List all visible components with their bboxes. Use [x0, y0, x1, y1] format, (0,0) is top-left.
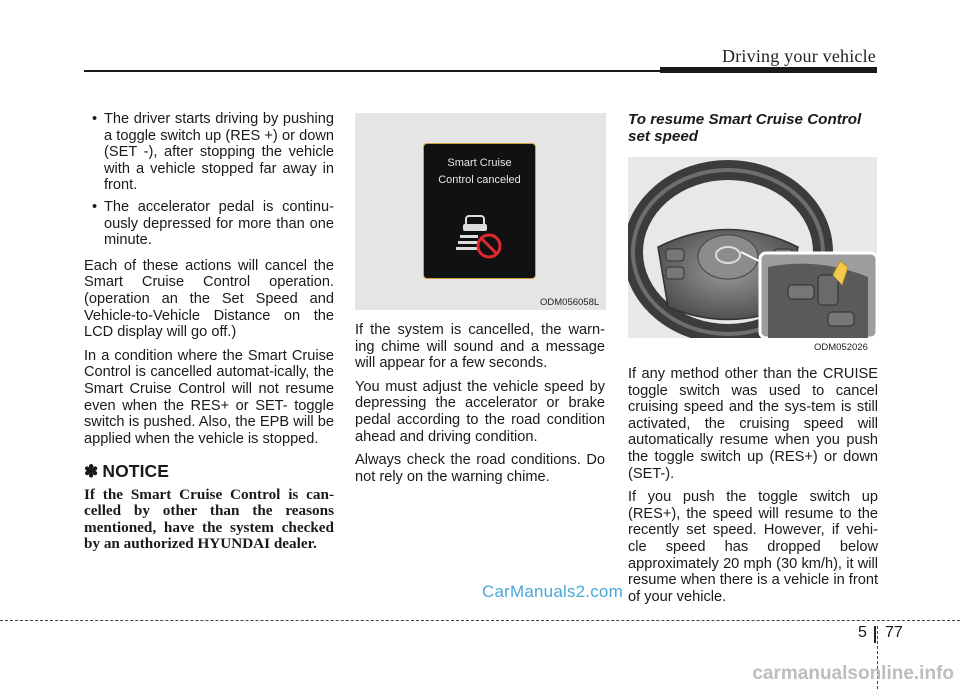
column-middle [355, 322, 605, 492]
figure-code: ODM052026 [814, 342, 868, 353]
notice-heading [84, 463, 334, 481]
paragraph: Each of these actions will cancel the Smart Cruise Control operation. (operation an the Set Speed and Vehicle-to-Vehicle Distance on the LCD display will go off.) [84, 257, 334, 341]
paragraph: You must adjust the vehicle speed by depressing the accelerator or brake pedal according to the road condition ahead and driving condition. [355, 378, 605, 445]
figure-code: ODM056058L [540, 297, 600, 308]
paragraph: If any method other than the CRUISE toggle switch was used to cancel cruising speed and the sys-tem is still activated, the cruising speed will automatically resume when you push the toggle switch up (RES+) or down (SET-). [628, 366, 878, 482]
notice-body: If the Smart Cruise Control is can-celled by other than the reasons mentioned, have the system checked by an authorized HYUNDAI dealer. [84, 485, 334, 553]
watermark-link[interactable]: CarManuals2.com [482, 582, 623, 601]
section-heading: To resume Smart Cruise Control set speed [628, 111, 862, 145]
lcd-message [424, 155, 535, 189]
lcd-message-line: Control canceled [438, 174, 521, 186]
watermark-site[interactable]: carmanualsonline.info [752, 663, 954, 684]
lcd-screen [423, 143, 536, 279]
header-rule-thick [660, 67, 877, 73]
page-number-divider [874, 626, 876, 643]
paragraph: If you push the toggle switch up (RES+), the speed will resume to the recently set speed. However, if vehi-cle speed has dropped below approximately 20 mph (30 km/h), it will resume when there is a vehicle in front of your vehicle. [628, 489, 878, 605]
header-rule [84, 70, 660, 72]
figure-lcd-display [355, 113, 606, 310]
column-left [84, 111, 334, 560]
column-right [628, 366, 878, 612]
chapter-number: 5 [858, 624, 867, 641]
paragraph: In a condition where the Smart Cruise Control is cancelled automat-ically, the Smart Cruise Control will not resume even when the RES+ or SET- toggle switch is pushed. Also, the EPB will be applied when the vehicle is stopped. [84, 347, 334, 447]
page-number: 77 [885, 624, 903, 641]
paragraph: Always check the road conditions. Do not rely on the warning chime. [355, 452, 605, 485]
notice-star-icon: ✽ [84, 462, 99, 482]
lcd-message-line: Smart Cruise [447, 157, 512, 169]
steering-wheel-illustration [628, 157, 877, 338]
bullet-item: • The accelerator pedal is continu-ously depressed for more than one minute. [84, 199, 334, 249]
bullet-list [84, 111, 334, 249]
figure-steering-wheel [628, 157, 877, 338]
smart-cruise-canceled-icon [456, 214, 506, 264]
bullet-item: • The driver starts driving by pushing a toggle switch up (RES +) or down (SET -), after stopping the vehicle with a vehicle stopped far away in front. [84, 111, 334, 194]
page-header-title: Driving your vehicle [722, 46, 876, 66]
paragraph: If the system is cancelled, the warn-ing chime will sound and a message will appear for a few seconds. [355, 322, 605, 372]
notice-heading-text: NOTICE [102, 461, 170, 482]
footer-rule [0, 620, 960, 621]
section-heading-block [628, 111, 878, 145]
